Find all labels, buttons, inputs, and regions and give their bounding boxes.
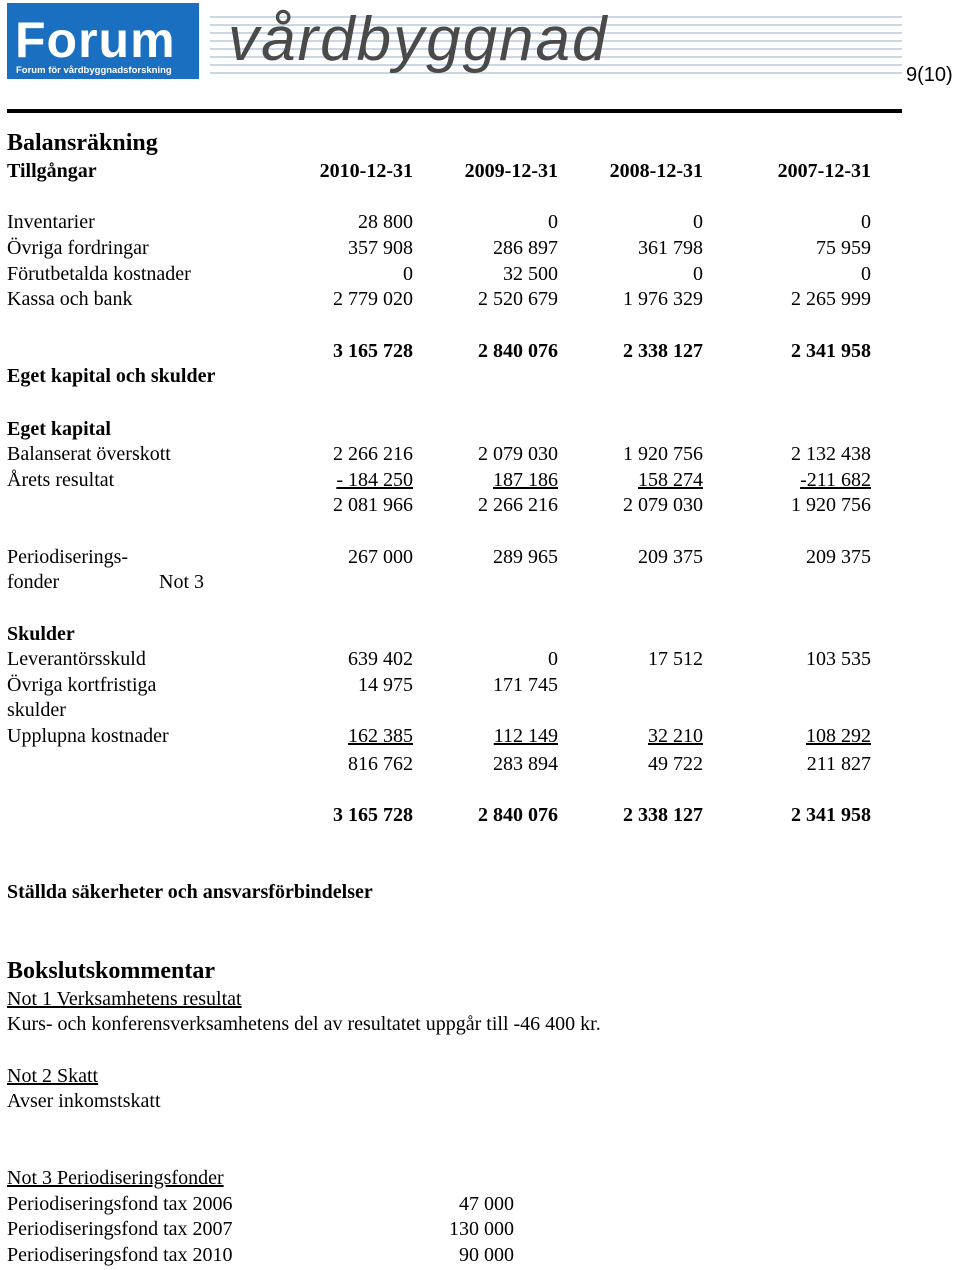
cell-value: 1 976 329: [623, 288, 703, 310]
cell-value: 357 908: [348, 237, 413, 259]
cell-value: 361 798: [638, 237, 703, 259]
note3-row-label: Periodiseringsfond tax 2007: [7, 1218, 233, 1240]
cell-value: 0: [861, 263, 871, 285]
header-divider: [7, 109, 902, 113]
row-label-cont: skulder: [7, 699, 66, 721]
note3-row-value: 47 000: [459, 1193, 514, 1215]
cell-value: 2 265 999: [791, 288, 871, 310]
liabilities-total: 49 722: [648, 753, 703, 775]
cell-value: 2 079 030: [478, 443, 558, 465]
cell-value: 108 292: [806, 725, 871, 747]
cell-value: 209 375: [806, 546, 871, 568]
liabilities-total: 816 762: [348, 753, 413, 775]
row-label: Förutbetalda kostnader: [7, 263, 191, 285]
cell-value: 103 535: [806, 648, 871, 670]
cell-value: - 184 250: [336, 469, 413, 491]
date-header: 2007-12-31: [777, 160, 871, 182]
forum-logo: [7, 3, 199, 79]
cell-value: 14 975: [358, 674, 413, 696]
grand-total: 3 165 728: [333, 804, 413, 826]
cell-value: 32 210: [648, 725, 703, 747]
cell-value: 1 920 756: [623, 443, 703, 465]
cell-value: 158 274: [638, 469, 703, 491]
cell-value: 112 149: [493, 725, 558, 747]
equity-liabilities-heading: Eget kapital och skulder: [7, 365, 216, 387]
assets-heading: Tillgångar: [7, 160, 97, 182]
cell-value: 0: [548, 211, 558, 233]
equity-total: 2 079 030: [623, 494, 703, 516]
asset-total: 2 338 127: [623, 340, 703, 362]
note3-row-value: 90 000: [459, 1244, 514, 1266]
liabilities-total: 211 827: [806, 753, 871, 775]
cell-value: 0: [693, 263, 703, 285]
cell-value: 32 500: [503, 263, 558, 285]
note1-heading: Not 1 Verksamhetens resultat: [7, 988, 242, 1010]
cell-value: 209 375: [638, 546, 703, 568]
row-label: Övriga fordringar: [7, 237, 149, 259]
cell-value: 2 132 438: [791, 443, 871, 465]
equity-heading: Eget kapital: [7, 418, 111, 440]
note-reference: Not 3: [159, 571, 204, 593]
grand-total: 2 338 127: [623, 804, 703, 826]
cell-value: 0: [548, 648, 558, 670]
date-header: 2008-12-31: [609, 160, 703, 182]
brand-wordmark: vårdbyggnad: [228, 5, 609, 74]
liabilities-heading: Skulder: [7, 623, 75, 645]
balance-title: Balansräkning: [7, 130, 158, 156]
pledged-assets-heading: Ställda säkerheter och ansvarsförbindelser: [7, 881, 373, 903]
row-label: Kassa och bank: [7, 288, 133, 310]
cell-value: -211 682: [800, 469, 871, 491]
cell-value: 0: [861, 211, 871, 233]
cell-value: 2 266 216: [333, 443, 413, 465]
equity-total: 2 266 216: [478, 494, 558, 516]
logo-subtitle: Forum för vårdbyggnadsforskning: [16, 65, 172, 76]
row-label: Periodiserings-: [7, 546, 129, 568]
row-label: Upplupna kostnader: [7, 725, 169, 747]
asset-total: 2 840 076: [478, 340, 558, 362]
cell-value: 2 520 679: [478, 288, 558, 310]
date-header: 2009-12-31: [464, 160, 558, 182]
note3-heading: Not 3 Periodiseringsfonder: [7, 1167, 224, 1189]
grand-total: 2 840 076: [478, 804, 558, 826]
date-header: 2010-12-31: [319, 160, 413, 182]
cell-value: 289 965: [493, 546, 558, 568]
row-label: Årets resultat: [7, 469, 115, 491]
cell-value: 0: [403, 263, 413, 285]
cell-value: 75 959: [816, 237, 871, 259]
page-number: 9(10): [906, 64, 953, 86]
note3-row-label: Periodiseringsfond tax 2006: [7, 1193, 233, 1215]
cell-value: 28 800: [358, 211, 413, 233]
equity-total: 1 920 756: [791, 494, 871, 516]
cell-value: 286 897: [493, 237, 558, 259]
row-label: Övriga kortfristiga: [7, 674, 157, 696]
note3-row-value: 130 000: [449, 1218, 514, 1240]
row-label-cont: fonder: [7, 571, 60, 593]
note3-row-label: Periodiseringsfond tax 2010: [7, 1244, 233, 1266]
cell-value: 267 000: [348, 546, 413, 568]
row-label: Balanserat överskott: [7, 443, 171, 465]
notes-title: Bokslutskommentar: [7, 958, 216, 984]
cell-value: 639 402: [348, 648, 413, 670]
cell-value: 171 745: [493, 674, 558, 696]
liabilities-total: 283 894: [493, 753, 558, 775]
grand-total: 2 341 958: [791, 804, 871, 826]
note2-heading: Not 2 Skatt: [7, 1065, 99, 1087]
cell-value: 0: [693, 211, 703, 233]
asset-total: 2 341 958: [791, 340, 871, 362]
note2-text: Avser inkomstskatt: [7, 1090, 161, 1112]
equity-total: 2 081 966: [333, 494, 413, 516]
row-label: Leverantörsskuld: [7, 648, 146, 670]
cell-value: 187 186: [493, 469, 558, 491]
cell-value: 17 512: [648, 648, 703, 670]
row-label: Inventarier: [7, 211, 95, 233]
cell-value: 162 385: [348, 725, 413, 747]
note1-text: Kurs- och konferensverksamhetens del av resultatet uppgår till -46 400 kr.: [7, 1013, 601, 1035]
asset-total: 3 165 728: [333, 340, 413, 362]
logo-word: Forum: [15, 12, 176, 68]
cell-value: 2 779 020: [333, 288, 413, 310]
